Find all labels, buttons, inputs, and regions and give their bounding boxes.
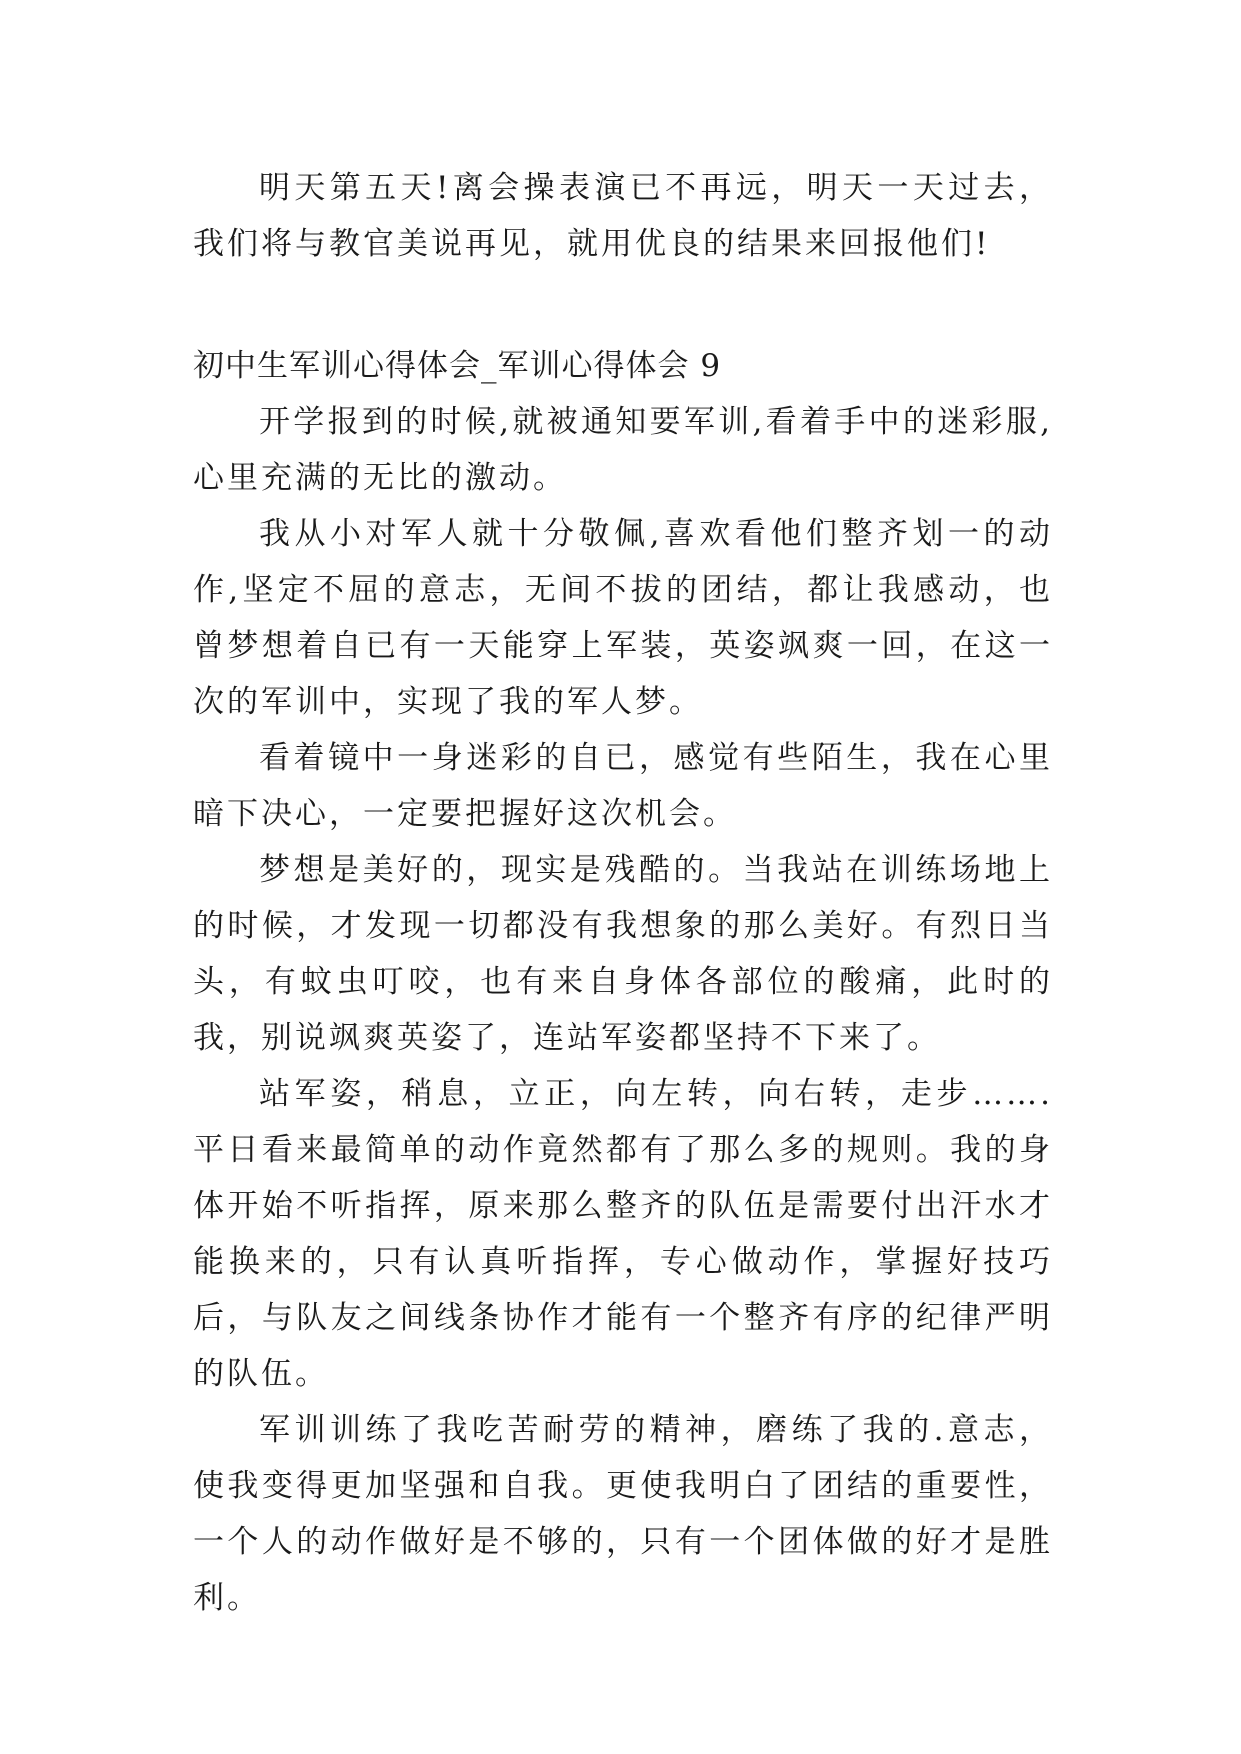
paragraph-intro: 明天第五天!离会操表演已不再远，明天一天过去，我们将与教官美说再见，就用优良的结果来回报他们!	[193, 170, 1053, 262]
section-title: 初中生军训心得体会_军训心得体会 9	[193, 348, 722, 384]
paragraph: 我从小对军人就十分敬佩,喜欢看他们整齐划一的动作,坚定不屈的意志，无间不拔的团结，都让我感动，也曾梦想着自已有一天能穿上军装，英姿飒爽一回，在这一次的军训中，实现了我的军人梦。	[193, 516, 1053, 720]
paragraph: 开学报到的时候,就被通知要军训,看着手中的迷彩服,心里充满的无比的激动。	[193, 404, 1053, 496]
paragraph: 梦想是美好的，现实是残酷的。当我站在训练场地上的时候，才发现一切都没有我想象的那么美好。有烈日当头，有蚊虫叮咬，也有来自身体各部位的酸痛，此时的我，别说飒爽英姿了，连站军姿都坚持不下来了。	[193, 852, 1053, 1056]
document-body	[193, 160, 1053, 1626]
paragraph: 站军姿，稍息，立正，向左转，向右转，走步…….平日看来最简单的动作竟然都有了那么多的规则。我的身体开始不听指挥，原来那么整齐的队伍是需要付出汗水才能换来的，只有认真听指挥，专心做动作，掌握好技巧后，与队友之间线条协作才能有一个整齐有序的纪律严明的队伍。	[193, 1076, 1053, 1392]
paragraph: 军训训练了我吃苦耐劳的精神，磨练了我的.意志，使我变得更加坚强和自我。更使我明白了团结的重要性，一个人的动作做好是不够的，只有一个团体做的好才是胜利。	[193, 1412, 1053, 1616]
paragraph: 看着镜中一身迷彩的自已，感觉有些陌生，我在心里暗下决心，一定要把握好这次机会。	[193, 740, 1053, 832]
